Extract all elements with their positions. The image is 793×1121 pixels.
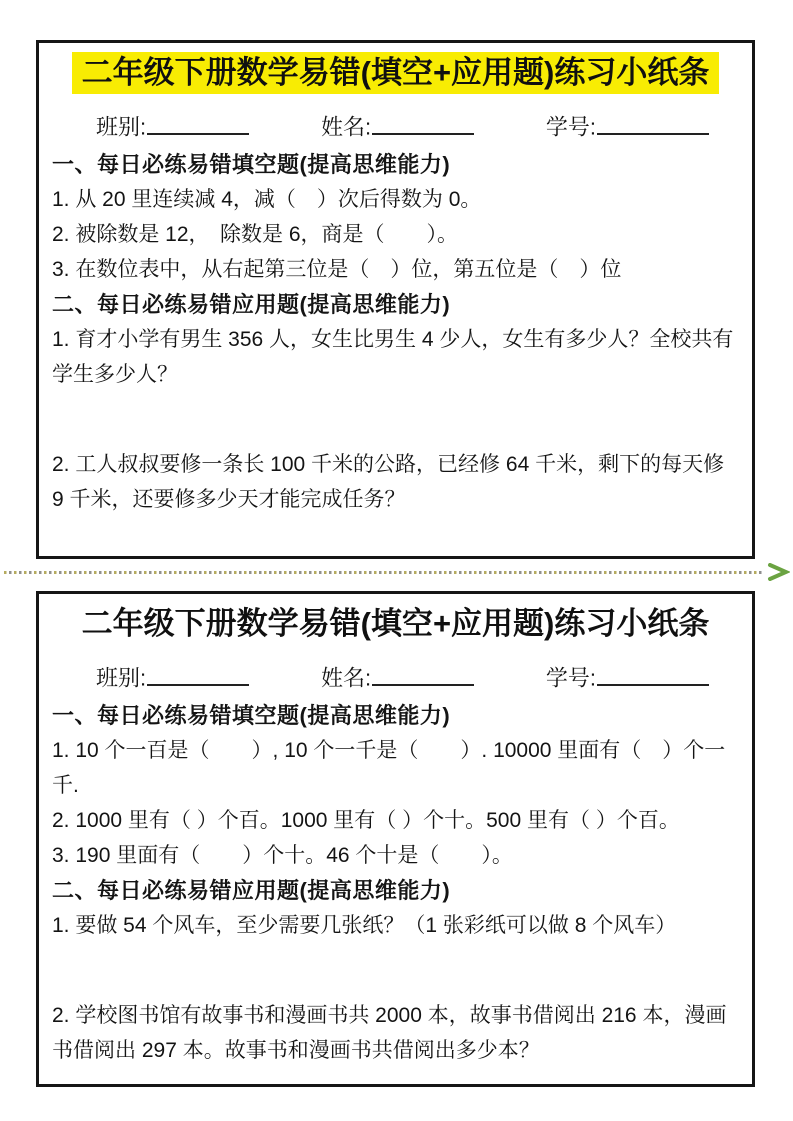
slip-1-student-id-field: [546, 114, 709, 141]
slip-1-fill-question-3: 3. 在数位表中，从右起第三位是（ ）位，第五位是（ ）位: [52, 257, 622, 281]
name-field-label: 姓名:: [320, 665, 372, 691]
class-blank-line: [147, 665, 249, 686]
cut-arrow-icon: [766, 563, 790, 581]
slip-1-title-row: [52, 51, 739, 101]
slip-1-section-2-heading: 二、每日必练易错应用题(提高思维能力): [52, 291, 451, 317]
slip-2-name-field: [321, 665, 474, 692]
cut-line-dots: [4, 571, 764, 574]
slip-2-word-problem-2: 2. 学校图书馆有故事书和漫画书共 2000 本，故事书借阅出 216 本，漫画书借阅出 297 本。故事书和漫画书共借阅出多少本？: [52, 1003, 727, 1062]
slip-2-word-problem-1: 1. 要做 54 个风车，至少需要几张纸？（1 张彩纸可以做 8 个风车）: [52, 913, 677, 937]
slip-1-fill-question-1: 1. 从 20 里连续减 4，减（ ）次后得数为 0。: [52, 187, 482, 211]
practice-slip-1: [36, 40, 755, 559]
student-id-field-label: 学号:: [545, 665, 596, 691]
class-field-label: 班别:: [96, 114, 147, 140]
slip-2-title-row: [52, 602, 739, 652]
name-blank-line: [372, 665, 474, 686]
slip-1-word-problem-2: 2. 工人叔叔要修一条长 100 千米的公路，已经修 64 千米，剩下的每天修 9 千米，还要修多少天才能完成任务？: [52, 452, 725, 511]
slip-2-student-info-row: [96, 665, 709, 692]
class-blank-line: [147, 114, 249, 135]
student-id-blank-line: [597, 665, 709, 686]
slip-2-body: [52, 698, 739, 1068]
slip-1-body: [52, 147, 739, 517]
student-id-field-label: 学号:: [545, 114, 596, 140]
slip-2-fill-question-1: 1. 10 个一百是（ ）, 10 个一千是（ ）. 10000 里面有（ ）个一千.: [52, 738, 726, 797]
slip-2-fill-question-3: 3. 190 里面有（ ）个十。46 个十是（ ）。: [52, 843, 513, 867]
slip-1-name-field: [321, 114, 474, 141]
slip-1-word-problem-1: 1. 育才小学有男生 356 人，女生比男生 4 少人，女生有多少人？全校共有学生多少人？: [52, 327, 734, 386]
slip-2-section-2-heading: 二、每日必练易错应用题(提高思维能力): [52, 877, 451, 903]
slip-1-title: 二年级下册数学易错(填空+应用题)练习小纸条: [72, 52, 720, 94]
slip-2-section-1-heading: 一、每日必练易错填空题(提高思维能力): [52, 702, 451, 728]
cut-line: [4, 562, 790, 582]
slip-1-fill-question-2: 2. 被除数是 12， 除数是 6，商是（ ）。: [52, 222, 459, 246]
practice-slip-2: [36, 591, 755, 1087]
slip-1-student-info-row: [96, 114, 709, 141]
name-blank-line: [372, 114, 474, 135]
class-field-label: 班别:: [96, 665, 147, 691]
slip-2-title: 二年级下册数学易错(填空+应用题)练习小纸条: [81, 606, 710, 641]
slip-2-class-field: [96, 665, 249, 692]
slip-2-fill-question-2: 2. 1000 里有（ ）个百。1000 里有（ ）个十。500 里有（ ）个百。: [52, 808, 680, 832]
name-field-label: 姓名:: [320, 114, 372, 140]
slip-2-student-id-field: [546, 665, 709, 692]
slip-1-class-field: [96, 114, 249, 141]
student-id-blank-line: [597, 114, 709, 135]
slip-1-section-1-heading: 一、每日必练易错填空题(提高思维能力): [52, 151, 451, 177]
